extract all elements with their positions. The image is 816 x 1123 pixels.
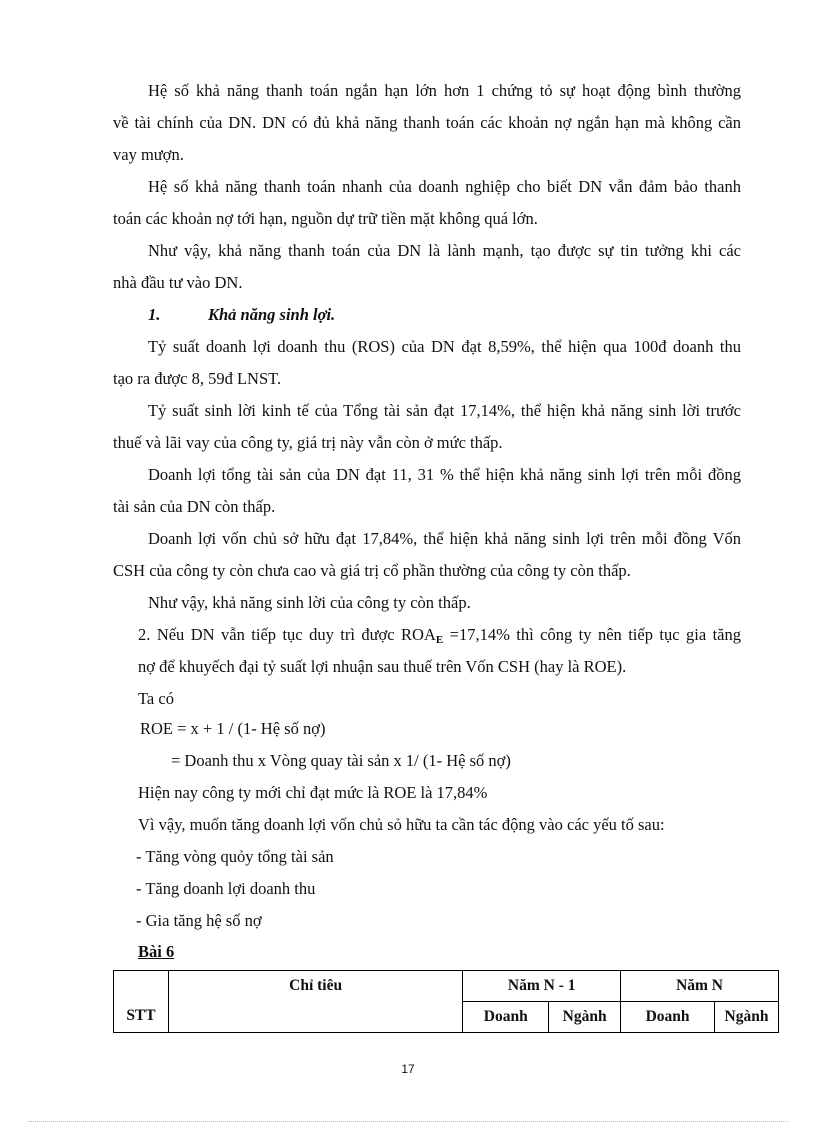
- subscript: E: [435, 634, 444, 646]
- paragraph-line: CSH của công ty còn chưa cao và giá trị cổ phần thường của công ty còn thấp.: [113, 561, 631, 580]
- bullet-item: - Tăng doanh lợi doanh thu: [136, 879, 316, 898]
- formula-roe: ROE = x + 1 / (1- Hệ số nợ): [140, 719, 326, 738]
- page-footer-divider: [28, 1121, 788, 1122]
- subheader-doanh: Doanh: [621, 1002, 715, 1033]
- subheader-nganh: Ngành: [549, 1002, 621, 1033]
- point2-text: 2. Nếu DN vẫn tiếp tục duy trì được ROA: [138, 625, 436, 644]
- paragraph-line: Hiện nay công ty mới chỉ đạt mức là ROE là 17,84%: [138, 783, 488, 802]
- paragraph-line: về tài chính của DN. DN có đủ khả năng thanh toán các khoản nợ ngắn hạn mà không cần: [113, 113, 741, 132]
- paragraph-line: Như vậy, khả năng thanh toán của DN là lành mạnh, tạo được sự tin tưởng khi các: [148, 241, 741, 260]
- header-chi-tieu: Chỉ tiêu: [168, 971, 462, 1033]
- paragraph-line: Doanh lợi tổng tài sản của DN đạt 11, 31 % thể hiện khả năng sinh lợi trên mỗi đồng: [148, 465, 741, 484]
- header-stt: STT: [114, 971, 169, 1033]
- paragraph-line: Vì vậy, muốn tăng doanh lợi vốn chủ sỏ hữu ta cần tác động vào các yếu tố sau:: [138, 815, 665, 834]
- paragraph-line: toán các khoản nợ tới hạn, nguồn dự trữ tiền mặt không quá lớn.: [113, 209, 538, 228]
- point2-line: [138, 625, 741, 650]
- paragraph-line: Như vậy, khả năng sinh lời của công ty còn thấp.: [148, 593, 471, 612]
- paragraph-line: vay mượn.: [113, 145, 184, 164]
- paragraph-line: Tỷ suất sinh lời kinh tế của Tổng tài sản đạt 17,14%, thể hiện khả năng sinh lời trước: [148, 401, 741, 420]
- paragraph-line: nợ để khuyếch đại tỷ suất lợi nhuận sau thuế trên Vốn CSH (hay là ROE).: [138, 657, 627, 676]
- page-number: 17: [401, 1062, 415, 1076]
- bullet-item: - Tăng vòng quỏy tổng tài sản: [136, 847, 334, 866]
- paragraph-line: Tỷ suất doanh lợi doanh thu (ROS) của DN đạt 8,59%, thể hiện qua 100đ doanh thu: [148, 337, 741, 356]
- paragraph-line: Hệ số khả năng thanh toán ngắn hạn lớn hơn 1 chứng tỏ sự hoạt động bình thường: [148, 81, 741, 100]
- formula-expansion: = Doanh thu x Vòng quay tài sản x 1/ (1- Hệ số nợ): [171, 751, 511, 770]
- subheader-nganh: Ngành: [714, 1002, 778, 1033]
- ta-co-label: Ta có: [138, 689, 174, 708]
- paragraph-line: nhà đầu tư vào DN.: [113, 273, 243, 292]
- subheader-doanh: Doanh: [463, 1002, 549, 1033]
- header-year-curr: Năm N: [621, 971, 779, 1002]
- exercise-title: Bài 6: [138, 942, 175, 961]
- paragraph-line: thuế và lãi vay của công ty, giá trị này vẫn còn ở mức thấp.: [113, 433, 503, 452]
- header-year-prev: Năm N - 1: [463, 971, 621, 1002]
- paragraph-line: Doanh lợi vốn chủ sở hữu đạt 17,84%, thể hiện khả năng sinh lợi trên mỗi đồng Vốn: [148, 529, 741, 548]
- point2-text: =17,14% thì công ty nên tiếp tục gia tăng: [443, 625, 741, 644]
- bullet-item: - Gia tăng hệ số nợ: [136, 911, 262, 930]
- section-title: Khả năng sinh lợi.: [208, 305, 336, 324]
- paragraph-line: tài sản của DN còn thấp.: [113, 497, 276, 516]
- indicator-table: [113, 970, 779, 1033]
- section-heading: [148, 305, 776, 325]
- paragraph-line: Hệ số khả năng thanh toán nhanh của doanh nghiệp cho biết DN vẫn đảm bảo thanh: [148, 177, 741, 196]
- paragraph-line: tạo ra được 8, 59đ LNST.: [113, 369, 282, 388]
- section-number: 1.: [148, 305, 161, 324]
